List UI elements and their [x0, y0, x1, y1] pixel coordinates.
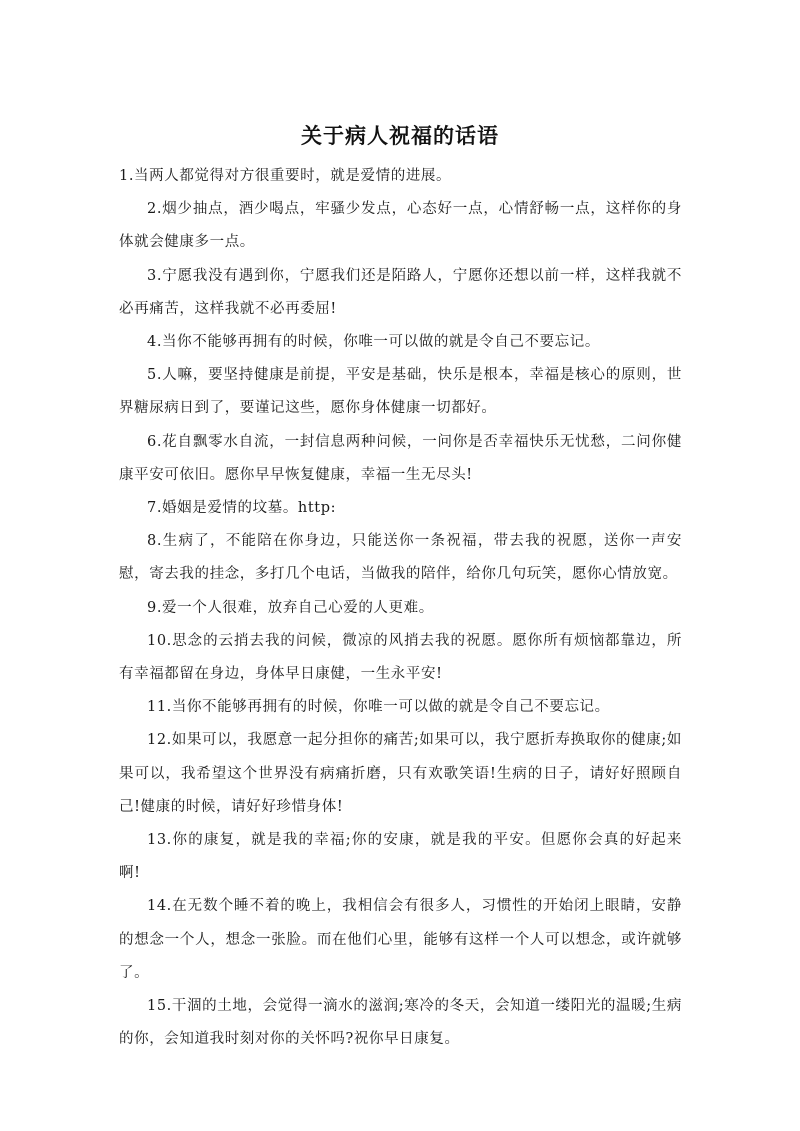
paragraph-10: 10.思念的云捎去我的问候，微凉的风捎去我的祝愿。愿你所有烦恼都靠边，所有幸福都留在身边，身体早日康健，一生永平安!: [119, 632, 682, 683]
paragraph-4: 4.当你不能够再拥有的时候，你唯一可以做的就是令自己不要忘记。: [147, 334, 600, 351]
paragraph-11: 11.当你不能够再拥有的时候，你唯一可以做的就是令自己不要忘记。: [147, 699, 610, 716]
paragraph-12: 12.如果可以，我愿意一起分担你的痛苦;如果可以，我宁愿折寿换取你的健康;如果可以，我希望这个世界没有病痛折磨，只有欢歌笑语!生病的日子，请好好照顾自己!健康的时候，请好好珍惜身体!: [119, 732, 682, 815]
paragraph-2: 2.烟少抽点，酒少喝点，牢骚少发点，心态好一点，心情舒畅一点，这样你的身体就会健康多一点。: [119, 201, 682, 251]
paragraph-8: 8.生病了，不能陪在你身边，只能送你一条祝福，带去我的祝愿，送你一声安慰，寄去我的挂念，多打几个电话，当做我的陪伴，给你几句玩笑，愿你心情放宽。: [119, 533, 682, 583]
paragraph-15: 15.干涸的土地，会觉得一滴水的滋润;寒冷的冬天，会知道一缕阳光的温暖;生病的你，会知道我时刻对你的关怀吗?祝你早日康复。: [119, 998, 682, 1048]
paragraph-5: 5.人嘛，要坚持健康是前提，平安是基础，快乐是根本，幸福是核心的原则，世界糖尿病日到了，要谨记这些，愿你身体健康一切都好。: [119, 367, 682, 417]
paragraph-6: 6.花自飘零水自流，一封信息两种问候，一问你是否幸福快乐无忧愁，二问你健康平安可依旧。愿你早早恢复健康，幸福一生无尽头!: [119, 433, 682, 483]
paragraph-13: 13.你的康复，就是我的幸福;你的安康，就是我的平安。但愿你会真的好起来啊!: [119, 832, 682, 882]
paragraph-3: 3.宁愿我没有遇到你，宁愿我们还是陌路人，宁愿你还想以前一样，这样我就不必再痛苦，这样我就不必再委屈!: [119, 267, 682, 317]
document-body: [119, 160, 682, 1056]
paragraph-7: 7.婚姻是爱情的坟墓。http:: [147, 500, 337, 517]
page-title: 关于病人祝福的话语: [301, 124, 499, 148]
paragraph-9: 9.爱一个人很难，放弃自己心爱的人更难。: [147, 599, 434, 616]
paragraph-14: 14.在无数个睡不着的晚上，我相信会有很多人，习惯性的开始闭上眼睛，安静的想念一个人，想念一张脸。而在他们心里，能够有这样一个人可以想念，或许就够了。: [119, 898, 682, 981]
paragraph-1: 1.当两人都觉得对方很重要时，就是爱情的进展。: [119, 168, 452, 184]
